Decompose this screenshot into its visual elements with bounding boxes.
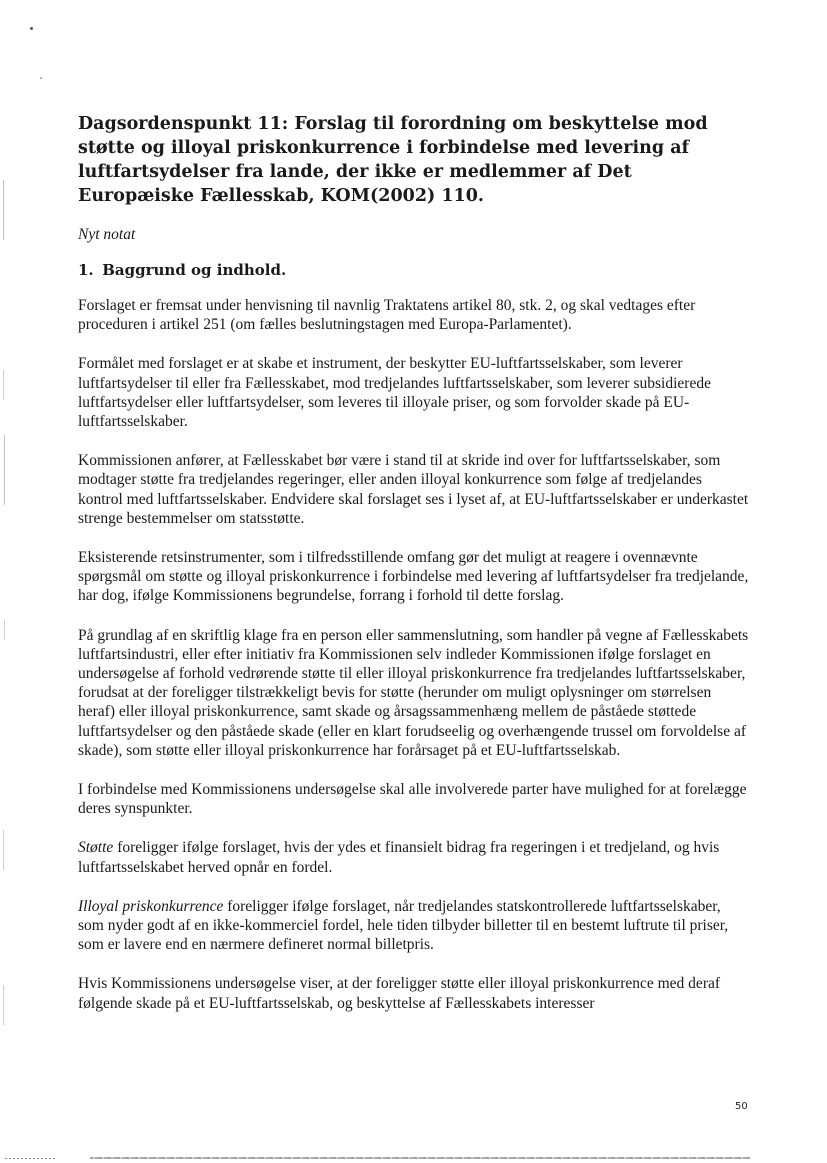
paragraph-parties: I forbindelse med Kommissionens undersøgelse skal alle involverede parter have mulighed for at forelægge deres synspunkter. [78,781,747,818]
scan-speck [30,27,33,30]
section-title [78,260,750,280]
section-number: 1. [78,261,94,279]
paragraph-purpose: Formålet med forslaget er at skabe et instrument, der beskytter EU-luftfartsselskaber, som leverer luftfartsydelser til eller fra Fællesskabet, mod tredjelandes luftfartsselskaber, som leverer subsidierede luftfartsydelser eller luftfartsydelser, som leveres til illoyale priser, og som forvolder skade på EU-luftfartsselskaber. [78,355,711,431]
support-definition-text: foreligger ifølge forslaget, hvis der ydes et finansielt bidrag fra regeringen i et tredjeland, og hvis luftfartsselskabet herved opnår en fordel. [78,839,720,876]
document-subtitle: Nyt notat [78,226,136,243]
paragraph-unfair-pricing-definition [78,897,750,955]
paragraph-commission-argument: Kommissionen anfører, at Fællesskabet bør være i stand til at skride ind over for luftfartsselskaber, som modtager støtte fra tredjelandes regeringer, eller anden illoyal konkurrence som følge af tredjelandes kontrol med luftfartsselskaber. Endvidere skal forslaget ses i lyset af, at EU-luftfartsselskaber er underkastet strenge bestemmelser om statsstøtte. [78,452,749,527]
term-illoyal-priskonkurrence: Illoyal priskonkurrence [78,897,224,915]
section-title-text: Baggrund og indhold. [102,261,287,279]
paragraph-investigation: På grundlag af en skriftlig klage fra en person eller sammenslutning, som handler på vegne af Fællesskabets luftfartsindustri, eller efter initiativ fra Kommissionen selv indleder Kommissionen ifølge forslaget en undersøgelse af forhold vedrørende støtte til eller illoyal priskonkurrence fra tredjelandes luftfartsselskaber, forudsat at der foreligger tilstrækkeligt bevis for støtte (herunder om muligt oplysninger om størrelsen heraf) eller illoyal priskonkurrence, samt skade og årsagssammenhæng mellem de påståede støttede luftfartsydelser og den påståede skade (eller en klart forudseelig og overhængende trussel om forvoldelse af skade), som støtte eller illoyal priskonkurrence har forårsaget på et EU-luftfartsselskab. [78,626,749,759]
scan-edge-mark [4,620,5,640]
scan-edge-mark [3,830,4,870]
paragraph-outcome: Hvis Kommissionens undersøgelse viser, at der foreligger støtte eller illoyal priskonkurrence med deraf følgende skade på et EU-luftfartsselskab, og beskyttelse af Fællesskabets interesser [78,975,721,1012]
page-number: 50 [735,1101,748,1112]
document-heading: Dagsordenspunkt 11: Forslag til forordning om beskyttelse mod støtte og illoyal priskonkurrence i forbindelse med levering af luftfartsydelser fra lande, der ikke er medlemmer af Det Europæiske Fællesskab, KOM(2002) 110. [78,114,708,206]
paragraph-existing-instruments: Eksisterende retsinstrumenter, som i tilfredsstillende omfang gør det muligt at reagere i ovennævnte spørgsmål om støtte og illoyal priskonkurrence i forbindelse med levering af luftfartsydelser fra tredjelande, har dog, ifølge Kommissionens begrundelse, forrang i forhold til dette forslag. [78,549,749,605]
scan-edge-mark [3,985,4,1025]
scan-artifact-line [5,1158,55,1159]
document-body [78,112,750,1013]
paragraph-legal-basis: Forslaget er fremsat under henvisning til navnlig Traktatens artikel 80, stk. 2, og skal vedtages efter proceduren i artikel 251 (om fælles beslutningstagen med Europa-Parlamentet). [78,297,696,334]
unfair-pricing-definition-text: foreligger ifølge forslaget, når tredjelandes statskontrollerede luftfartsselskaber, som nyder godt af en ikke-kommerciel fordel, hele tiden tilbyder billetter til en bestemt luftrute til priser, som er lavere end en nærmere defineret normal billetpris. [78,897,729,954]
scan-edge-mark [3,180,4,240]
paragraph-support-definition [78,838,750,876]
scan-speck [40,77,42,79]
scan-edge-mark [3,370,4,400]
scan-edge-mark [4,435,5,505]
term-stotte: Støtte [78,839,114,857]
scan-artifact-line [90,1157,750,1159]
